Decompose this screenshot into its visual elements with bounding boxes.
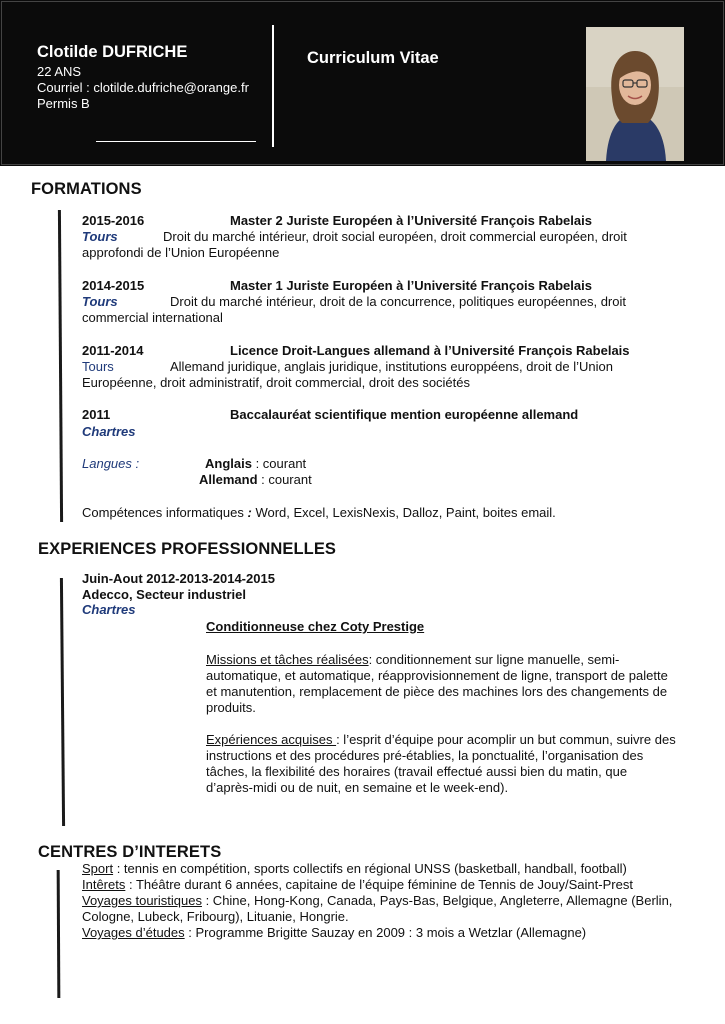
candidate-name: Clotilde DUFRICHE: [37, 43, 188, 61]
formation-year-2: 2014-2015: [82, 278, 145, 293]
portrait-illustration: [586, 27, 684, 161]
formation-degree-1: Master 2 Juriste Européen à l’Université François Rabelais: [230, 213, 592, 228]
formations-bar: [58, 210, 63, 522]
formation-desc-3a: Allemand juridique, anglais juridique, institutions europpéens, droit de l’Union: [170, 359, 613, 374]
langues-label: Langues :: [82, 456, 140, 471]
formation-year-1: 2015-2016: [82, 213, 145, 228]
formation-desc-3b: Européenne, droit administratif, droit commercial, droit des sociétés: [82, 375, 471, 390]
experiences-bar: [60, 578, 65, 826]
candidate-age: 22 ANS: [37, 64, 82, 79]
acquis-text-1: : l’esprit d’équipe pour acomplir un but commun, suivre des: [336, 732, 676, 747]
langue-allemand-level: : courant: [257, 472, 312, 487]
interets-title: CENTRES D’INTERETS: [38, 843, 222, 861]
formation-year-3: 2011-2014: [82, 343, 144, 358]
competences-label: Compétences informatiques: [82, 505, 248, 520]
formation-desc-2a: Droit du marché intérieur, droit de la concurrence, politiques européennes, droit: [170, 294, 626, 309]
missions-label: Missions et tâches réalisées: [206, 652, 369, 667]
acquis-line-3: tâches, la flexibilité des horaires (travail effectué aussi bien du matin, que: [206, 764, 628, 779]
etudes-value: : Programme Brigitte Sauzay en 2009 : 3 mois a Wetzlar (Allemagne): [184, 925, 587, 940]
formation-desc-2b: commercial international: [82, 310, 223, 325]
interets-label: Intêrets: [82, 877, 126, 892]
sport-value: : tennis en compétition, sports collectifs en régional UNSS (basketball, handball, football): [113, 861, 627, 876]
formation-desc-1a: Droit du marché intérieur, droit social européen, droit commercial européen, droit: [163, 229, 627, 244]
candidate-email: Courriel : clotilde.dufriche@orange.fr: [37, 80, 249, 95]
header-separator: [272, 25, 274, 147]
etudes-label: Voyages d’études: [82, 925, 185, 940]
interet-voyages: [82, 893, 672, 909]
voyages-label: Voyages touristiques: [82, 893, 202, 908]
experience-period: Juin-Aout 2012-2013-2014-2015: [82, 571, 275, 586]
missions-line-3: et manutention, remplacement de pièce des machines lors des changements de: [206, 684, 668, 699]
formation-place-2: Tours: [82, 294, 118, 309]
header-underline: [96, 141, 256, 142]
formation-degree-3: Licence Droit-Langues allemand à l’Université François Rabelais: [230, 343, 630, 358]
competences-informatiques: [82, 505, 556, 521]
cv-title: Curriculum Vitae: [307, 49, 439, 67]
acquis-line-1: [206, 732, 676, 748]
voyages-value: : Chine, Hong-Kong, Canada, Pays-Bas, Belgique, Angleterre, Allemagne (Berlin,: [201, 893, 673, 908]
interet-etudes: [82, 925, 586, 941]
experience-place: Chartres: [82, 602, 136, 617]
formation-year-4: 2011: [82, 407, 111, 422]
experience-company: Adecco, Secteur industriel: [82, 587, 246, 602]
interet-sport: [82, 861, 627, 877]
formation-degree-4: Baccalauréat scientifique mention européenne allemand: [230, 407, 579, 422]
interet-loisirs: [82, 877, 633, 893]
interets-value: : Théâtre durant 6 années, capitaine de l’équipe féminine de Tennis de Jouy/Saint-Prest: [125, 877, 633, 892]
missions-line-4: produits.: [206, 700, 256, 715]
acquis-line-2: instructions et des procédures pré-établies, la ponctualité, l’organisation des: [206, 748, 644, 763]
candidate-license: Permis B: [37, 96, 90, 111]
missions-line-1: [206, 652, 619, 668]
formation-place-3: Tours: [82, 359, 114, 374]
acquis-label: Expériences acquises: [206, 732, 337, 747]
sport-label: Sport: [82, 861, 114, 876]
interet-voyages-suite: Cologne, Lubeck, Fribourg), Lituanie, Hongrie.: [82, 909, 349, 924]
formation-degree-2: Master 1 Juriste Européen à l’Université François Rabelais: [230, 278, 592, 293]
competences-value: Word, Excel, LexisNexis, Dalloz, Paint, boites email.: [251, 505, 556, 520]
formation-place-1: Tours: [82, 229, 118, 244]
langue-allemand: [199, 472, 312, 488]
experience-job: Conditionneuse chez Coty Prestige: [206, 619, 425, 634]
langue-anglais: [205, 456, 306, 472]
missions-line-2: automatique, et automatique, réapprovisionnement de ligne, transport de palette: [206, 668, 668, 683]
formation-place-4: Chartres: [82, 424, 136, 439]
competences-colon: :: [247, 505, 252, 520]
langue-anglais-level: : courant: [251, 456, 307, 471]
profile-photo: [586, 27, 684, 161]
langue-anglais-name: Anglais: [205, 456, 252, 471]
acquis-line-4: d’après-midi ou de nuit, en semaine et le week-end).: [206, 780, 509, 795]
interets-bar: [57, 870, 61, 998]
experiences-title: EXPERIENCES PROFESSIONNELLES: [38, 540, 337, 558]
langue-allemand-name: Allemand: [199, 472, 258, 487]
formations-title: FORMATIONS: [31, 180, 142, 198]
formation-desc-1b: approfondi de l’Union Européenne: [82, 245, 280, 260]
header-banner: [0, 0, 725, 166]
missions-text-1: : conditionnement sur ligne manuelle, semi-: [368, 652, 620, 667]
